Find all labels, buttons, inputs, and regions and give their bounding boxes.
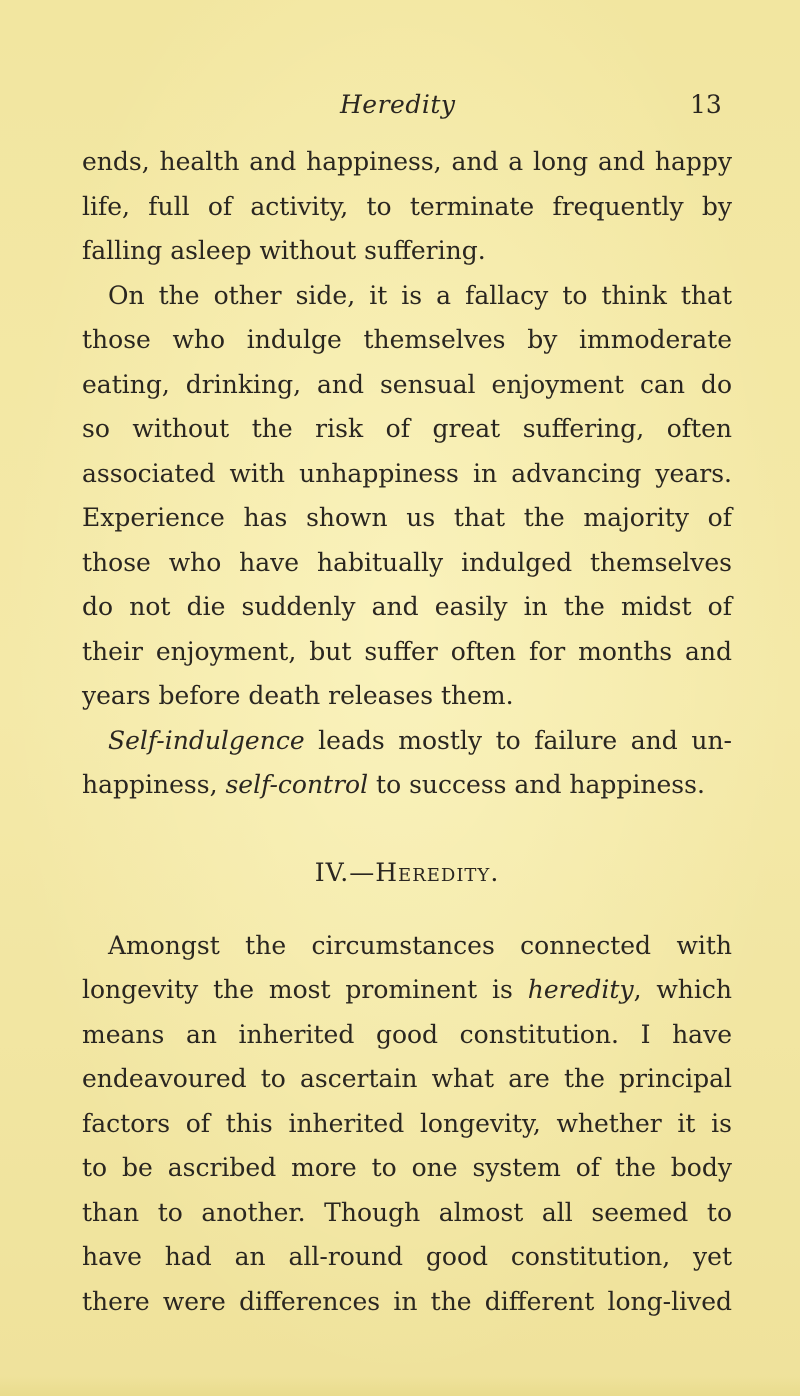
text-line xyxy=(82,719,732,764)
text-run: leads mostly to failure and un- xyxy=(304,725,732,755)
section-title: Heredity. xyxy=(375,857,500,887)
text-line xyxy=(82,968,732,1013)
section-heading xyxy=(82,808,732,924)
text-line xyxy=(82,763,732,808)
text-line: endeavoured to ascertain what are the principal xyxy=(82,1064,732,1093)
running-title: Heredity xyxy=(340,90,456,119)
text-line: their enjoyment, but suffer often for months and xyxy=(82,636,732,666)
text-line: factors of this inherited longevity, whether it is xyxy=(82,1108,732,1138)
text-line: there were differences in the different long-lived xyxy=(82,1286,732,1316)
text-line: to be ascribed more to one system of the body xyxy=(82,1153,732,1182)
text-line: On the other side, it is a fallacy to think that xyxy=(108,280,732,310)
text-line: have had an all-round good constitution, yet xyxy=(82,1242,732,1271)
paragraph-1 xyxy=(82,140,732,274)
text-line: do not die suddenly and easily in the midst of xyxy=(82,592,732,621)
text-line: life, full of activity, to terminate frequently by xyxy=(82,191,732,221)
text-line: falling asleep without suffering. xyxy=(82,236,486,265)
text-run: to success and happiness. xyxy=(368,770,705,799)
italic-term: self-control xyxy=(225,770,369,799)
text-line: eating, drinking, and sensual enjoyment can do xyxy=(82,369,732,399)
text-line: means an inherited good constitution. I have xyxy=(82,1019,732,1049)
section-numeral: IV.— xyxy=(314,857,376,887)
running-head xyxy=(0,90,800,124)
text-line: so without the risk of great suffering, often xyxy=(82,414,732,443)
paragraph-3 xyxy=(82,719,732,808)
text-line: than to another. Though almost all seemed to xyxy=(82,1197,732,1227)
paragraph-4 xyxy=(82,924,732,1325)
paragraph-2 xyxy=(82,274,732,719)
text-line: years before death releases them. xyxy=(82,681,514,710)
italic-term: heredity xyxy=(527,975,634,1004)
text-line: Amongst the circumstances connected with xyxy=(108,930,732,960)
body-text xyxy=(82,140,732,1324)
page-number: 13 xyxy=(690,90,722,119)
page-bottom-edge xyxy=(0,1376,800,1396)
text-line: associated with unhappiness in advancing years. xyxy=(82,458,732,488)
text-run: longevity the most prominent is xyxy=(82,975,528,1004)
text-line: Experience has shown us that the majority of xyxy=(82,503,732,532)
text-line: those who have habitually indulged themselves xyxy=(82,547,732,577)
text-line: ends, health and happiness, and a long and happy xyxy=(82,147,732,176)
text-run: happiness, xyxy=(82,770,226,799)
text-run: , which xyxy=(633,975,732,1004)
text-line: those who indulge themselves by immoderate xyxy=(82,325,732,354)
italic-term: Self-indulgence xyxy=(108,725,305,755)
